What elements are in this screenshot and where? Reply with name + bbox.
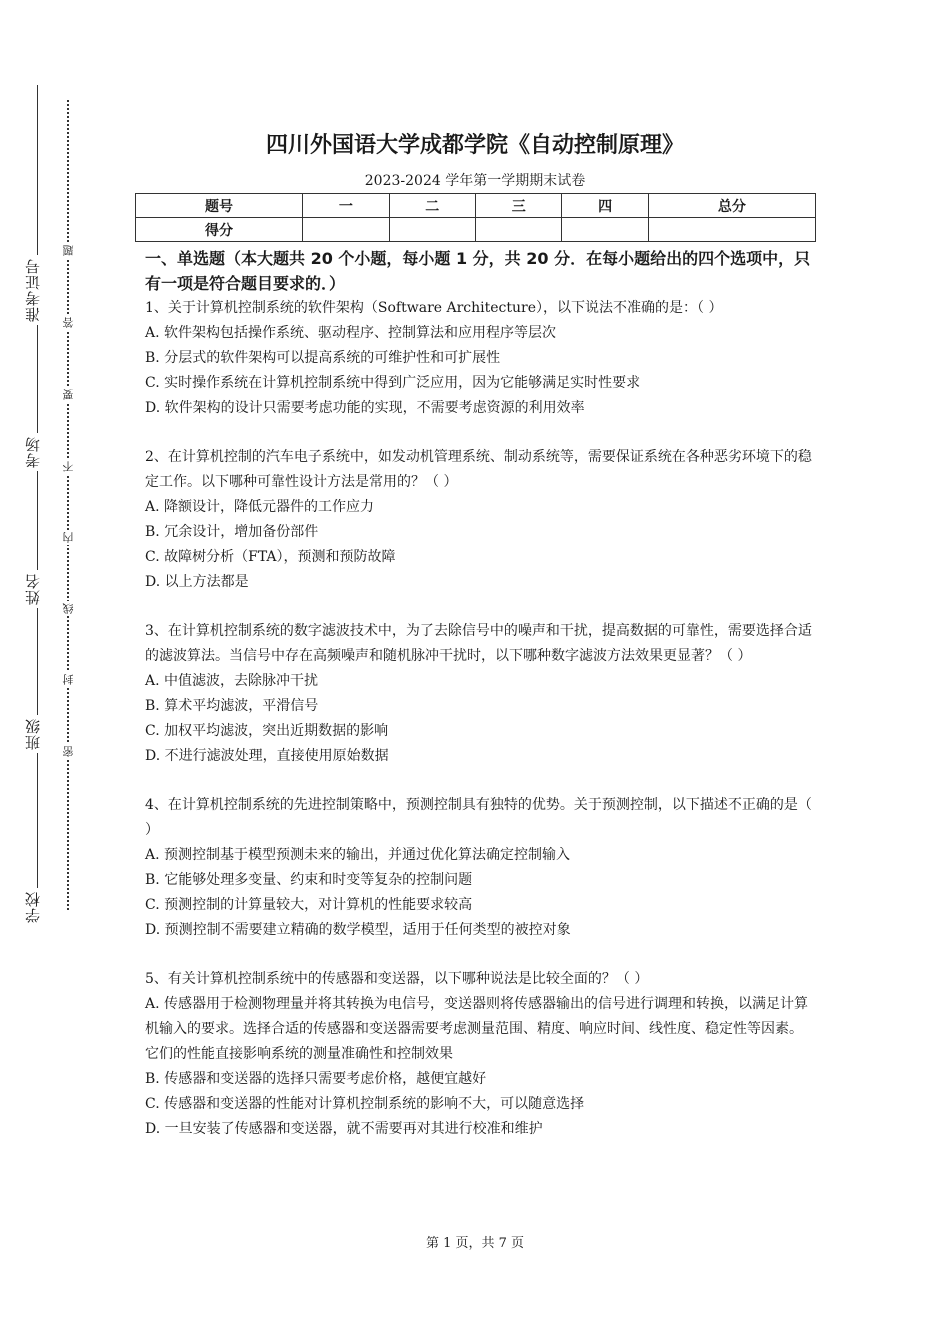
dotted-char: 不 <box>62 461 75 472</box>
dotted-char: 要 <box>62 389 75 400</box>
score-header-cell: 二 <box>389 194 475 218</box>
option-b: B. 它能够处理多变量、约束和时变等复杂的控制问题 <box>145 872 473 888</box>
question-stem: 4、在计算机控制系统的先进控制策略中，预测控制具有独特的优势。关于预测控制，以下描述不正确的是（ ） <box>145 797 812 838</box>
page-number: 第 1 页，共 7 页 <box>425 1236 525 1251</box>
option-b: B. 分层式的软件架构可以提高系统的可维护性和可扩展性 <box>145 350 501 366</box>
binding-margin <box>0 0 90 1344</box>
dotted-char: 线 <box>62 603 75 614</box>
option-d: D. 一旦安装了传感器和变送器，就不需要再对其进行校准和维护 <box>145 1121 543 1137</box>
exam-subtitle: 2023-2024 学年第一学期期末试卷 <box>364 173 586 189</box>
score-table-score-row <box>136 218 816 242</box>
option-a: A. 预测控制基于模型预测未来的输出，并通过优化算法确定控制输入 <box>145 847 571 863</box>
score-table <box>135 193 816 242</box>
option-c: C. 故障树分析（FTA），预测和预防故障 <box>145 549 396 565</box>
dotted-char: 题 <box>62 245 75 256</box>
question-4 <box>145 793 813 943</box>
option-a: A. 传感器用于检测物理量并将其转换为电信号，变送器则将传感器输出的信号进行调理和转换，以满足计算机输入的要求。选择合适的传感器和变送器需要考虑测量范围、精度、响应时间、线性度、稳定性等因素。它们的性能直接影响系统的测量准确性和控制效果 <box>145 996 809 1062</box>
option-b: B. 算术平均滤波，平滑信号 <box>145 698 319 714</box>
score-cell[interactable] <box>389 218 475 242</box>
question-stem: 1、关于计算机控制系统的软件架构（Software Architecture），以下说法不准确的是：（ ） <box>145 300 723 316</box>
dotted-char: 内 <box>62 532 75 543</box>
score-cell[interactable] <box>303 218 389 242</box>
option-c: C. 加权平均滤波，突出近期数据的影响 <box>145 723 389 739</box>
question-2 <box>145 445 813 595</box>
question-stem: 3、在计算机控制系统的数字滤波技术中，为了去除信号中的噪声和干扰，提高数据的可靠性，需要选择合适的滤波算法。当信号中存在高频噪声和随机脉冲干扰时，以下哪种数字滤波方法效果更显著？（ ） <box>145 623 812 664</box>
option-b: B. 传感器和变送器的选择只需要考虑价格，越便宜越好 <box>145 1071 487 1087</box>
score-cell[interactable] <box>475 218 561 242</box>
question-3 <box>145 619 813 769</box>
option-d: D. 以上方法都是 <box>145 574 249 590</box>
option-d: D. 预测控制不需要建立精确的数学模型，适用于任何类型的被控对象 <box>145 922 571 938</box>
question-1 <box>145 296 813 421</box>
score-cell[interactable] <box>648 218 815 242</box>
dotted-char: 封 <box>62 674 75 685</box>
option-d: D. 软件架构的设计只需要考虑功能的实现，不需要考虑资源的利用效率 <box>145 400 585 416</box>
score-header-cell: 一 <box>303 194 389 218</box>
option-b: B. 冗余设计，增加备份部件 <box>145 524 319 540</box>
question-stem: 5、有关计算机控制系统中的传感器和变送器，以下哪种说法是比较全面的？（ ） <box>145 971 649 987</box>
score-header-cell: 题号 <box>136 194 303 218</box>
binding-solid-line <box>37 85 38 915</box>
binding-dotted-line <box>67 100 69 910</box>
score-header-cell: 三 <box>475 194 561 218</box>
option-c: C. 实时操作系统在计算机控制系统中得到广泛应用，因为它能够满足实时性要求 <box>145 375 641 391</box>
option-a: A. 降额设计，降低元器件的工作应力 <box>145 499 375 515</box>
dotted-char: 答 <box>62 317 75 328</box>
dotted-char: 密 <box>62 746 75 757</box>
question-stem: 2、在计算机控制的汽车电子系统中，如发动机管理系统、制动系统等，需要保证系统在各种恶劣环境下的稳定工作。以下哪种可靠性设计方法是常用的？（ ） <box>145 449 812 490</box>
exam-number-label: 准考证号 <box>22 255 43 325</box>
exam-title: 四川外国语大学成都学院《自动控制原理》 <box>265 133 684 158</box>
school-label: 学校 <box>22 888 43 926</box>
score-table-header-row <box>136 194 816 218</box>
score-header-cell: 总分 <box>648 194 815 218</box>
score-cell[interactable] <box>562 218 648 242</box>
class-label: 班级 <box>22 715 43 753</box>
score-header-cell: 四 <box>562 194 648 218</box>
score-row-label: 得分 <box>136 218 303 242</box>
option-c: C. 预测控制的计算量较大，对计算机的性能要求较高 <box>145 897 473 913</box>
option-c: C. 传感器和变送器的性能对计算机控制系统的影响不大，可以随意选择 <box>145 1096 585 1112</box>
option-a: A. 中值滤波，去除脉冲干扰 <box>145 673 319 689</box>
name-label: 姓名 <box>22 570 43 608</box>
option-d: D. 不进行滤波处理，直接使用原始数据 <box>145 748 389 764</box>
section-title: 一、单选题（本大题共 20 个小题，每小题 1 分，共 20 分．在每小题给出的四个选项中，只有一项是符合题目要求的．） <box>145 249 811 293</box>
option-a: A. 软件架构包括操作系统、驱动程序、控制算法和应用程序等层次 <box>145 325 557 341</box>
question-list <box>145 296 813 1166</box>
exam-room-label: 考场 <box>22 433 43 471</box>
question-5 <box>145 967 813 1142</box>
